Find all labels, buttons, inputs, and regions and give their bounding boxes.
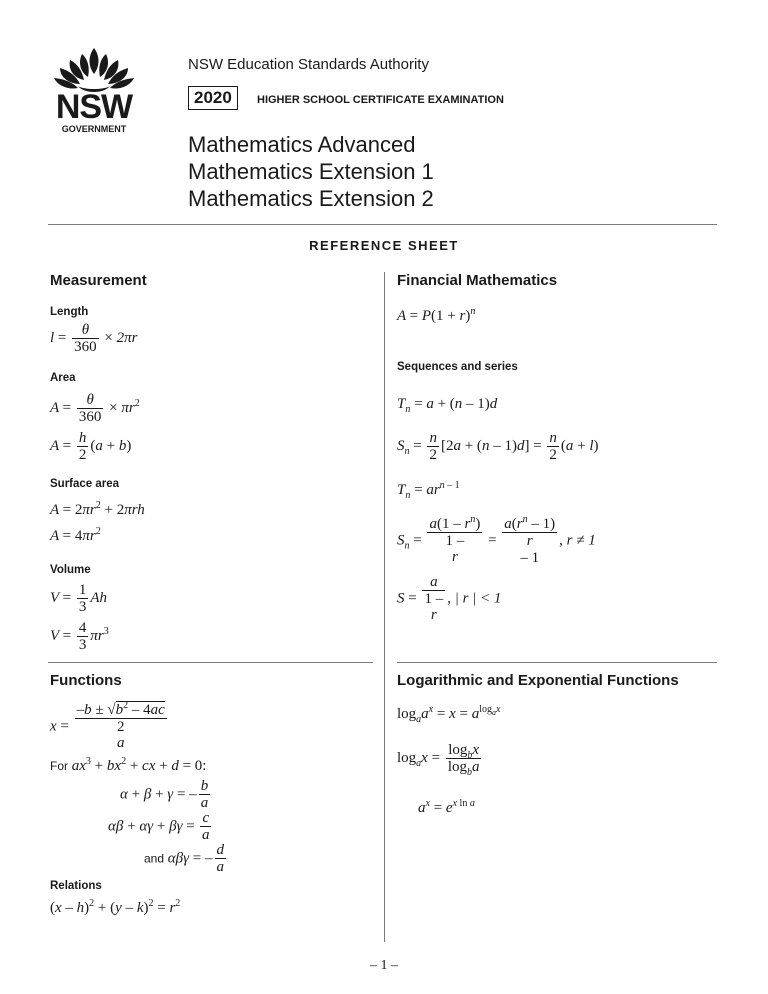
surface-sphere-formula: $A = 4\pi r^2$ bbox=[50, 526, 101, 544]
exam-year-badge bbox=[188, 86, 238, 110]
change-of-base-formula: $\log_ax$ = $\frac{\log_bx}{\log_ba}$ bbox=[397, 742, 480, 778]
for-label: For bbox=[50, 759, 68, 773]
volume-sphere-formula: V = $\frac{4}{3}$ $\pi r^3$ bbox=[50, 620, 109, 653]
product-of-roots: and αβγ = – d a bbox=[144, 842, 225, 875]
left-divider bbox=[48, 662, 373, 663]
quadratic-formula: x = $-b \pm √b^2 - 4ac$ 2 a bbox=[50, 700, 165, 751]
sum-of-roots: α + β + γ = – b a bbox=[120, 778, 209, 811]
log-identity-formula: $\log_aa^x = x = a^{log_ax}$ bbox=[397, 704, 501, 725]
area-trapezium-formula: A = $\frac{h}{2}$ (a + b) bbox=[50, 430, 132, 463]
surface-cylinder-formula: $A = 2\pi r^2 + 2\pi rh$ bbox=[50, 500, 145, 518]
nsw-logo bbox=[48, 46, 140, 134]
authority-name: NSW Education Standards Authority bbox=[188, 56, 429, 73]
gp-sum-formula: $S_n$ = $a(1 - r^n)$ 1 – r = $a(r^n - 1)$ r – 1 , r ≠ 1 bbox=[397, 514, 596, 566]
course-1: Mathematics Advanced bbox=[188, 132, 416, 157]
exponential-formula: $a^x = e^{x ln a}$ bbox=[418, 798, 475, 816]
logo-subtext: GOVERNMENT bbox=[61, 124, 127, 134]
gp-infinite-condition: | r | < 1 bbox=[454, 590, 502, 607]
volume-prism-formula: V = $\frac{1}{3}$ Ah bbox=[50, 582, 108, 615]
gp-term-formula: $T_n = ar^{n - 1}$ bbox=[397, 480, 460, 501]
logo-text: NSW bbox=[55, 88, 133, 126]
gp-condition: r ≠ 1 bbox=[566, 532, 596, 549]
circle-equation: $(x - h)^2 + (y - k)^2 = r^2$ bbox=[50, 898, 181, 916]
and-label: and bbox=[144, 851, 165, 866]
header-divider bbox=[48, 224, 717, 225]
functions-heading: Functions bbox=[50, 672, 122, 689]
right-divider bbox=[397, 662, 717, 663]
relations-label: Relations bbox=[50, 880, 102, 892]
cubic-equation: For $ax^3 + bx^2$ + cx + d = 0: bbox=[50, 756, 207, 774]
page-number: – 1 – bbox=[370, 958, 398, 973]
financial-heading: Financial Mathematics bbox=[397, 272, 558, 289]
ap-term-formula: $T_n = a + (n - 1)d$ bbox=[397, 396, 498, 415]
compound-interest-formula: $A = P(1 + r)^n$ bbox=[397, 306, 476, 324]
logs-heading: Logarithmic and Exponential Functions bbox=[397, 672, 679, 689]
volume-label: Volume bbox=[50, 564, 91, 576]
ap-sum-formula: $S_n$ = $\frac{n}{2}$ [2a + (n – 1)d] = $\frac{n}{2}$ (a + l) bbox=[397, 430, 599, 463]
column-divider bbox=[384, 272, 385, 942]
exam-year: 2020 bbox=[194, 88, 232, 107]
measurement-heading: Measurement bbox=[50, 272, 147, 289]
area-label: Area bbox=[50, 372, 76, 384]
sequences-label: Sequences and series bbox=[397, 361, 518, 373]
length-formula: l = $\frac{\theta}{360}$ × 2πr bbox=[50, 322, 138, 355]
sheet-title: REFERENCE SHEET bbox=[309, 238, 459, 253]
area-sector-formula: A = $\frac{\theta}{360}$ × $\pi r^2$ bbox=[50, 392, 140, 425]
surface-area-label: Surface area bbox=[50, 478, 120, 490]
exam-name: HIGHER SCHOOL CERTIFICATE EXAMINATION bbox=[257, 94, 504, 106]
length-label: Length bbox=[50, 306, 89, 318]
course-3: Mathematics Extension 2 bbox=[188, 186, 434, 211]
sum-of-products: αβ + αγ + βγ = c a bbox=[108, 810, 210, 843]
course-2: Mathematics Extension 1 bbox=[188, 159, 434, 184]
gp-infinite-sum-formula: S = a 1 – r, | r | < 1 bbox=[397, 574, 502, 623]
